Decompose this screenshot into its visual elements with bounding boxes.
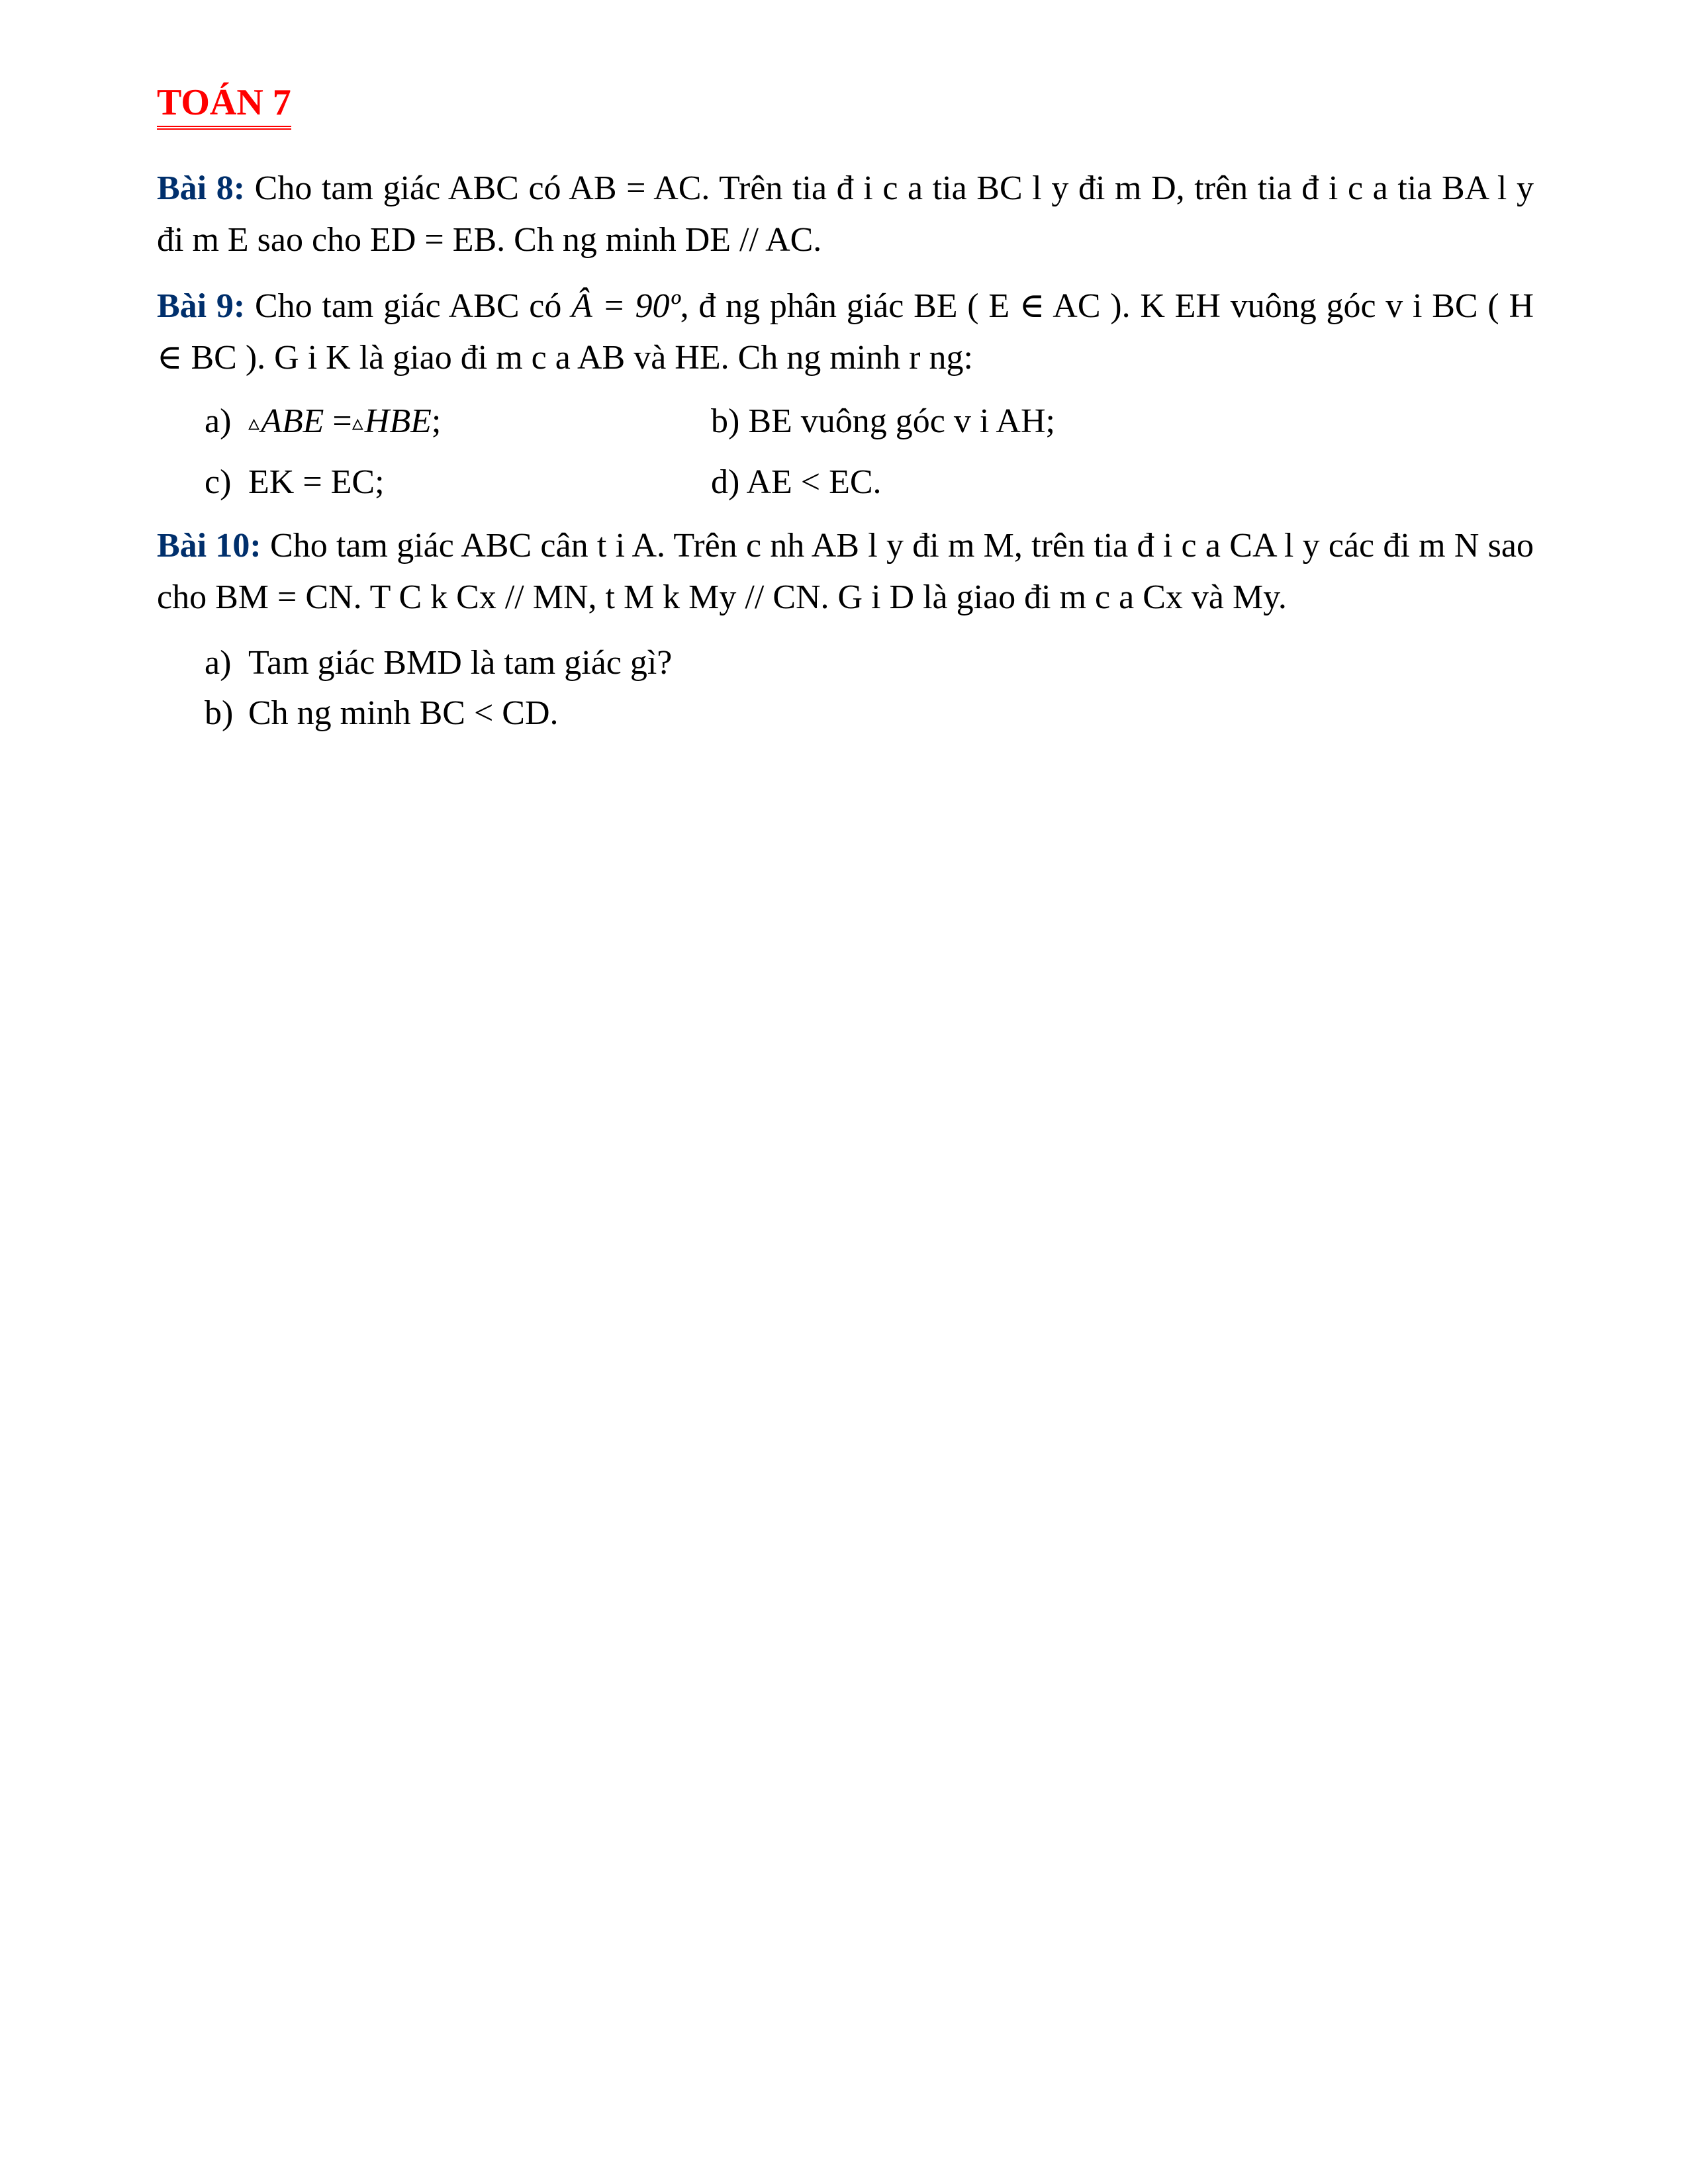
exercise-10-text: Cho tam giác ABC cân t i A. Trên c nh AB l y đi m M, trên tia đ i c a CA l y các đi m N sao cho BM = CN. T C k Cx // MN, t M k My // CN. G i D là giao đi m c a Cx và My. [157, 527, 1534, 616]
page-title: TOÁN 7 [157, 79, 291, 130]
item-a-triangle-hbe: HBE [364, 402, 432, 440]
exercise-9-item-a [157, 393, 711, 454]
exercise-10-label: Bài 10: [157, 527, 261, 565]
exercise-10-item-b [157, 688, 1534, 739]
exercise-8 [157, 163, 1534, 266]
exercise-9 [157, 281, 1534, 384]
item-a-triangle-abe: ABE [261, 402, 324, 440]
exercise-10-item-a [157, 638, 1534, 688]
item-c-text: EK = EC; [248, 463, 385, 501]
exercise-9-items-row-1 [157, 393, 1534, 454]
exercise-10 [157, 520, 1534, 623]
triangle-symbol-icon: ▵ [352, 411, 363, 435]
item-a-text: Tam giác BMD là tam giác gì? [248, 644, 673, 682]
exercise-9-item-d: d) AE < EC. [711, 463, 882, 501]
exercise-9-label: Bài 9: [157, 287, 246, 325]
triangle-symbol-icon: ▵ [248, 411, 260, 435]
item-a-end: ; [431, 402, 442, 440]
item-a-marker: a) [205, 402, 232, 440]
item-a-marker: a) [205, 644, 232, 682]
item-b-marker: b) [205, 694, 234, 732]
exercise-9-items-row-2 [157, 454, 1534, 511]
item-c-marker: c) [205, 463, 232, 501]
item-b-text: Ch ng minh BC < CD. [248, 694, 559, 732]
exercise-9-text-end: , đ ng phân giác BE ( E ∈ AC ). K EH vuông góc v i BC ( H ∈ BC ). G i K là giao đi m c a AB và HE. Ch ng minh r ng: [157, 287, 1534, 377]
exercise-9-text-start: Cho tam giác ABC có [245, 287, 572, 325]
document-page [157, 66, 1534, 739]
item-a-equals: = [324, 402, 352, 440]
exercise-9-angle-math: Â = 90º [571, 287, 680, 325]
exercise-8-label: Bài 8: [157, 169, 246, 207]
exercise-9-item-c [157, 454, 711, 511]
exercise-9-item-b: b) BE vuông góc v i AH; [711, 402, 1055, 440]
exercise-8-text: Cho tam giác ABC có AB = AC. Trên tia đ i c a tia BC l y đi m D, trên tia đ i c a tia BA l y đi m E sao cho ED = EB. Ch ng minh DE // AC. [157, 169, 1534, 259]
